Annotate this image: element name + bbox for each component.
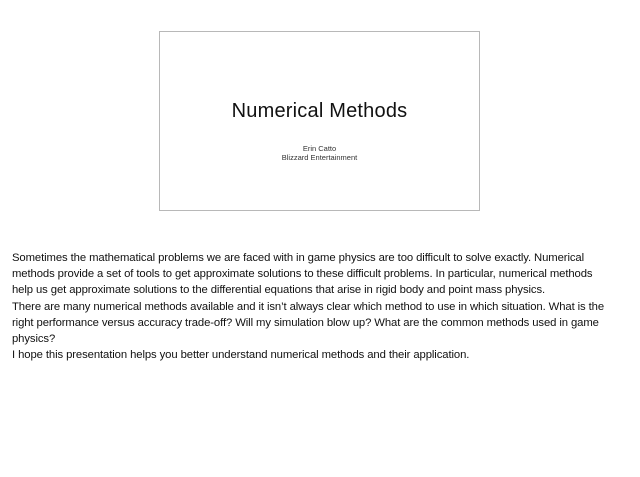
notes-line: There are many numerical methods available and it isn’t always clear which method to use in which situation. What is the — [12, 300, 605, 313]
notes-line: physics? — [12, 333, 56, 346]
slide-thumbnail — [159, 31, 480, 211]
notes-line: Sometimes the mathematical problems we are faced with in game physics are too difficult to solve exactly. Numerical — [12, 252, 585, 264]
speaker-notes — [12, 250, 632, 363]
notes-line: methods provide a set of tools to get approximate solutions to these difficult problems. In particular, numerical methods — [12, 268, 593, 281]
author-name: Erin Catto — [302, 144, 337, 153]
slide-title: Numerical Methods — [231, 100, 408, 122]
notes-line: help us get approximate solutions to the differential equations that arise in rigid body and point mass physics. — [12, 284, 546, 297]
author-organization: Blizzard Entertainment — [281, 153, 358, 162]
notes-line: right performance versus accuracy trade-off? Will my simulation blow up? What are the common methods used in game — [12, 316, 599, 329]
notes-line: I hope this presentation helps you better understand numerical methods and their application. — [12, 349, 470, 362]
slide-byline — [160, 144, 479, 162]
